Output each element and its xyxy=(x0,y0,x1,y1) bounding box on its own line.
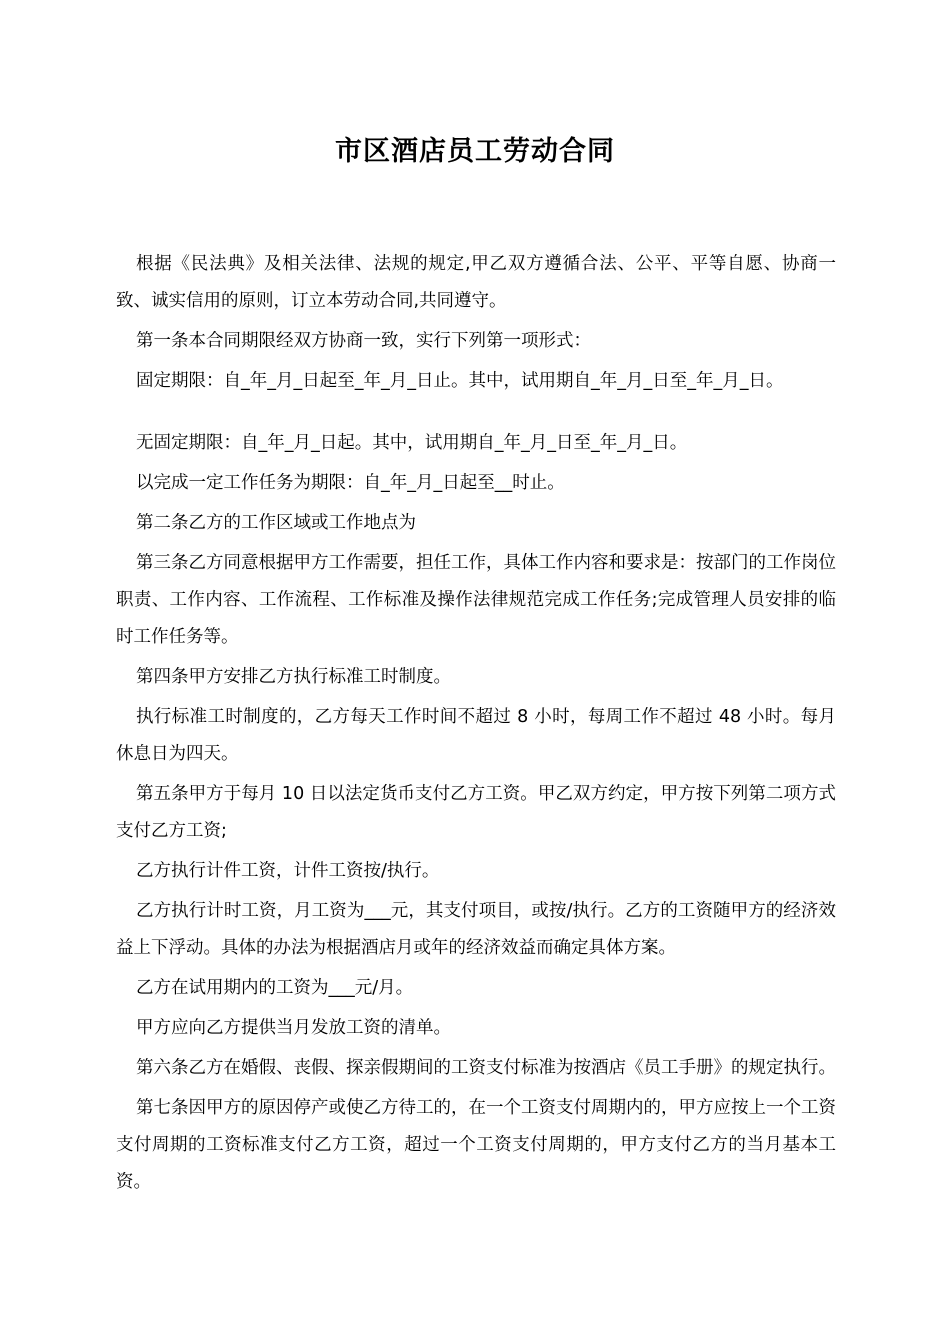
paragraph-task-term: 以完成一定工作任务为期限：自_年_月_日起至__时止。 xyxy=(136,473,565,493)
paragraph-article-3: 第三条乙方同意根据甲方工作需要，担任工作，具体工作内容和要求是：按部门的工作岗位职责、工作内容、工作流程、工作标准及操作法律规范完成工作任务;完成管理人员安排的临时工作任务等。 xyxy=(116,553,836,647)
paragraph-piece-wage: 乙方执行计件工资，计件工资按/执行。 xyxy=(136,861,440,881)
paragraph-preamble: 根据《民法典》及相关法律、法规的规定,甲乙双方遵循合法、公平、平等自愿、协商一致、诚实信用的原则，订立本劳动合同,共同遵守。 xyxy=(116,254,836,311)
document-body xyxy=(116,246,836,1204)
document-title: 市区酒店员工劳动合同 xyxy=(335,136,615,167)
paragraph-time-wage: 乙方执行计时工资，月工资为___元，其支付项目，或按/执行。乙方的工资随甲方的经济效益上下浮动。具体的办法为根据酒店月或年的经济效益而确定具体方案。 xyxy=(116,901,836,958)
paragraph-article-1: 第一条本合同期限经双方协商一致，实行下列第一项形式： xyxy=(136,331,591,351)
paragraph-article-5: 第五条甲方于每月 10 日以法定货币支付乙方工资。甲乙双方约定，甲方按下列第二项方式支付乙方工资; xyxy=(116,784,836,841)
paragraph-probation-wage: 乙方在试用期内的工资为___元/月。 xyxy=(136,978,414,998)
paragraph-working-hours: 执行标准工时制度的，乙方每天工作时间不超过 8 小时，每周工作不超过 48 小时。每月休息日为四天。 xyxy=(116,707,836,764)
paragraph-pay-slip: 甲方应向乙方提供当月发放工资的清单。 xyxy=(136,1018,451,1038)
paragraph-fixed-term: 固定期限：自_年_月_日起至_年_月_日止。其中，试用期自_年_月_日至_年_月_日。 xyxy=(136,371,784,391)
paragraph-article-4: 第四条甲方安排乙方执行标准工时制度。 xyxy=(136,667,451,687)
paragraph-open-term: 无固定期限：自_年_月_日起。其中，试用期自_年_月_日至_年_月_日。 xyxy=(136,433,688,453)
paragraph-article-2: 第二条乙方的工作区域或工作地点为 xyxy=(136,513,416,533)
paragraph-article-7: 第七条因甲方的原因停产或使乙方待工的，在一个工资支付周期内的，甲方应按上一个工资支付周期的工资标准支付乙方工资，超过一个工资支付周期的，甲方支付乙方的当月基本工资。 xyxy=(116,1098,836,1192)
paragraph-article-6: 第六条乙方在婚假、丧假、探亲假期间的工资支付标准为按酒店《员工手册》的规定执行。 xyxy=(136,1058,836,1078)
